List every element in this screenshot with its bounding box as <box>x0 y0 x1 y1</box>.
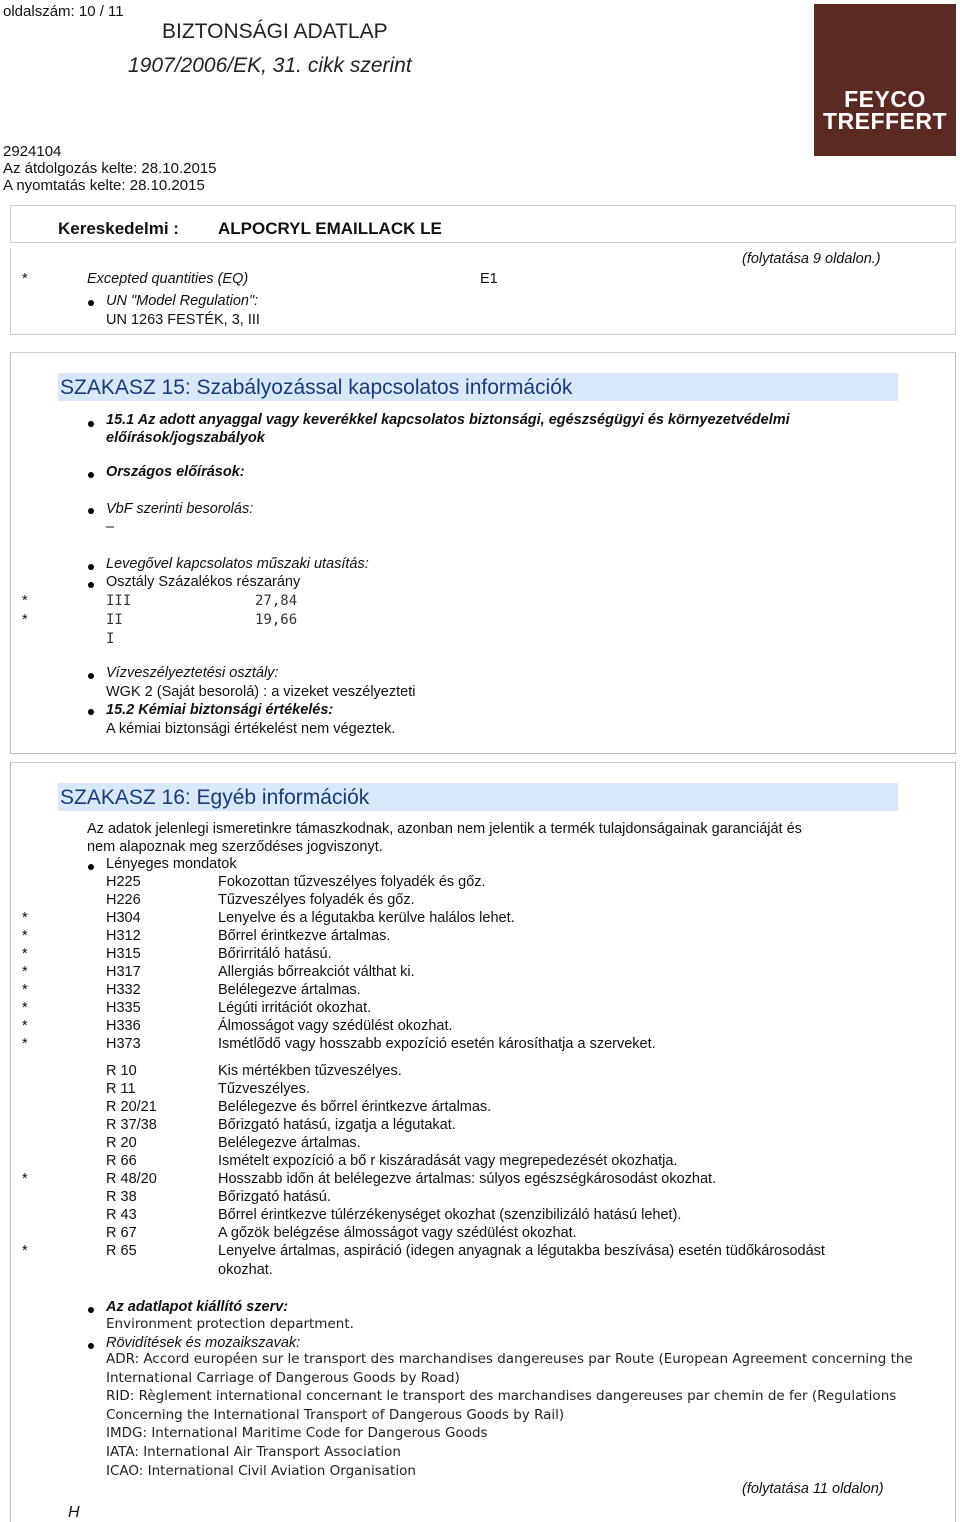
abbreviation-line: ICAO: International Civil Aviation Organisation <box>106 1462 416 1479</box>
phrase-text: Bőrirritáló hatású. <box>218 946 332 962</box>
s16-intro-line1: Az adatok jelenlegi ismeretinkre támaszkodnak, azonban nem jelentik a termék tulajdonságainak garanciáját és <box>87 821 802 837</box>
phrase-text: Lenyelve ártalmas, aspiráció (idegen anyagnak a légutakba beszívása) esetén tüdőkárosodást <box>218 1243 825 1259</box>
s16-intro-line2: nem alapoznak meg szerződéses jogviszonyt. <box>87 839 383 855</box>
abbreviation-line: International Carriage of Dangerous Goods by Road) <box>106 1369 460 1386</box>
phrase-code: H304 <box>106 910 141 926</box>
change-marker: * <box>22 271 28 287</box>
phrase-text: Bőrrel érintkezve túlérzékenységet okozhat (szenzibilizáló hatású lehet). <box>218 1207 682 1223</box>
abbreviations-label: Rövidítések és mozaikszavak: <box>106 1335 301 1351</box>
phrase-code: H317 <box>106 964 141 980</box>
phrase-code: R 66 <box>106 1153 137 1169</box>
phrase-code: R 37/38 <box>106 1117 157 1133</box>
water-hazard-label: Vízveszélyeztetési osztály: <box>106 665 279 681</box>
issuer-label: Az adatlapot kiállító szerv: <box>106 1299 289 1315</box>
phrase-code: H225 <box>106 874 141 890</box>
class-cell: I <box>106 631 115 647</box>
continued-from: (folytatása 9 oldalon.) <box>742 251 881 267</box>
page-number: oldalszám: 10 / 11 <box>3 3 124 20</box>
change-marker: * <box>22 1036 28 1052</box>
phrase-text: Tűzveszélyes folyadék és gőz. <box>218 892 415 908</box>
abbreviation-line: IMDG: International Maritime Code for Dangerous Goods <box>106 1425 488 1442</box>
phrase-text: Belélegezve és bőrrel érintkezve ártalmas. <box>218 1099 492 1115</box>
bullet-icon <box>88 508 94 514</box>
change-marker: * <box>22 928 28 944</box>
s15-1-heading-line2: előírások/jogszabályok <box>106 430 265 446</box>
un-label: UN "Model Regulation": <box>106 293 259 309</box>
phrase-code: H315 <box>106 946 141 962</box>
change-marker: * <box>22 1243 28 1259</box>
phrase-code: H226 <box>106 892 141 908</box>
phrase-code: R 48/20 <box>106 1171 157 1187</box>
phrase-code: R 20/21 <box>106 1099 157 1115</box>
phrase-text: Tűzveszélyes. <box>218 1081 310 1097</box>
phrase-text: Ismétlődő vagy hosszabb expozíció esetén károsíthatja a szerveket. <box>218 1036 656 1052</box>
vbf-value: – <box>106 519 115 535</box>
trade-name-label: Kereskedelmi : <box>58 219 179 238</box>
phrase-code: H373 <box>106 1036 141 1052</box>
continued-to: (folytatása 11 oldalon) <box>742 1481 884 1497</box>
phrase-code: R 10 <box>106 1063 137 1079</box>
phrase-text: A gőzök belégzése álmosságot vagy szédülést okozhat. <box>218 1225 577 1241</box>
bullet-icon <box>88 709 94 715</box>
phrase-code: R 65 <box>106 1243 137 1259</box>
phrase-code: R 20 <box>106 1135 137 1151</box>
bullet-icon <box>88 582 94 588</box>
r65-continuation: okozhat. <box>218 1262 273 1278</box>
s15-1-heading-line1: 15.1 Az adott anyaggal vagy keverékkel kapcsolatos biztonsági, egészségügyi és környezetvédelmi <box>106 412 790 428</box>
phrase-code: R 67 <box>106 1225 137 1241</box>
phrase-text: Kis mértékben tűzveszélyes. <box>218 1063 402 1079</box>
change-marker: * <box>22 1018 28 1034</box>
phrase-code: H335 <box>106 1000 141 1016</box>
abbreviation-line: Concerning the International Transport of Dangerous Goods by Rail) <box>106 1406 565 1423</box>
abbreviation-line: RID: Règlement international concernant le transport des marchandises dangereuses par chemin de fer (Regulations <box>106 1388 897 1405</box>
phrase-code: H332 <box>106 982 141 998</box>
change-marker: * <box>22 910 28 926</box>
logo-line-1: FEYCO <box>844 86 926 112</box>
change-marker: * <box>22 593 28 609</box>
phrase-text: Bőrizgató hatású. <box>218 1189 331 1205</box>
phrase-code: R 38 <box>106 1189 137 1205</box>
phrase-text: Légúti irritációt okozhat. <box>218 1000 372 1016</box>
phrase-text: Ismételt expozíció a bő r kiszáradását vagy megrepedezését okozhatja. <box>218 1153 678 1169</box>
document-title: BIZTONSÁGI ADATLAP <box>162 20 388 43</box>
bullet-icon <box>88 1343 94 1349</box>
logo-line-2: TREFFERT <box>822 108 948 134</box>
chemical-safety-value: A kémiai biztonsági értékelést nem végeztek. <box>106 721 396 737</box>
phrase-text: Lenyelve és a légutakba kerülve halálos lehet. <box>218 910 515 926</box>
phrase-text: Álmosságot vagy szédülést okozhat. <box>218 1018 453 1034</box>
phrase-text: Fokozottan tűzveszélyes folyadék és gőz. <box>218 874 486 890</box>
issuer-value: Environment protection department. <box>106 1316 354 1332</box>
phrase-code: H336 <box>106 1018 141 1034</box>
bullet-icon <box>88 300 94 306</box>
phrase-text: Bőrizgató hatású, izgatja a légutakat. <box>218 1117 456 1133</box>
change-marker: * <box>22 964 28 980</box>
section-15-title: SZAKASZ 15: Szabályozással kapcsolatos információk <box>58 373 898 401</box>
percent-cell: 27,84 <box>255 593 298 609</box>
air-instruction-label: Levegővel kapcsolatos műszaki utasítás: <box>106 556 369 572</box>
water-hazard-value: WGK 2 (Saját besorolá) : a vizeket veszélyezteti <box>106 684 416 700</box>
phrase-text: Hosszabb időn át belélegezve ártalmas: súlyos egészségkárosodást okozhat. <box>218 1171 717 1187</box>
document-subtitle: 1907/2006/EK, 31. cikk szerint <box>128 54 412 77</box>
change-marker: * <box>22 612 28 628</box>
class-table-header: Osztály Százalékos részarány <box>106 574 301 590</box>
phrase-code: R 11 <box>106 1081 136 1097</box>
bullet-icon <box>88 864 94 870</box>
bullet-icon <box>88 1307 94 1313</box>
company-logo <box>814 4 956 156</box>
bullet-icon <box>88 564 94 570</box>
change-marker: * <box>22 982 28 998</box>
bullet-icon <box>88 421 94 427</box>
bullet-icon <box>88 673 94 679</box>
class-cell: II <box>106 612 123 628</box>
phrase-text: Bőrrel érintkezve ártalmas. <box>218 928 391 944</box>
phrase-text: Belélegezve ártalmas. <box>218 1135 361 1151</box>
vbf-label: VbF szerinti besorolás: <box>106 501 254 517</box>
change-marker: * <box>22 946 28 962</box>
percent-cell: 19,66 <box>255 612 298 628</box>
trade-name-value: ALPOCRYL EMAILLACK LE <box>218 219 442 238</box>
eq-label: Excepted quantities (EQ) <box>87 271 249 287</box>
bullet-icon <box>88 472 94 478</box>
eq-value: E1 <box>480 271 498 287</box>
phrase-text: Belélegezve ártalmas. <box>218 982 361 998</box>
class-cell: III <box>106 593 132 609</box>
section-16-title: SZAKASZ 16: Egyéb információk <box>58 783 898 811</box>
national-regulations-label: Országos előírások: <box>106 464 245 480</box>
product-code: 2924104 <box>3 143 62 160</box>
phrase-code: H312 <box>106 928 141 944</box>
relevant-phrases-label: Lényeges mondatok <box>106 856 237 872</box>
revision-date: Az átdolgozás kelte: 28.10.2015 <box>3 160 217 177</box>
change-marker: * <box>22 1171 28 1187</box>
phrase-code: R 43 <box>106 1207 137 1223</box>
abbreviation-line: IATA: International Air Transport Association <box>106 1444 401 1460</box>
phrase-text: Allergiás bőrreakciót válthat ki. <box>218 964 415 980</box>
footer-mark: H <box>68 1504 80 1521</box>
change-marker: * <box>22 1000 28 1016</box>
un-value: UN 1263 FESTÉK, 3, III <box>106 312 260 328</box>
abbreviation-line: ADR: Accord européen sur le transport des marchandises dangereuses par Route (European Agreement concerning the <box>106 1351 913 1367</box>
chemical-safety-label: 15.2 Kémiai biztonsági értékelés: <box>106 702 334 718</box>
print-date: A nyomtatás kelte: 28.10.2015 <box>3 177 205 194</box>
